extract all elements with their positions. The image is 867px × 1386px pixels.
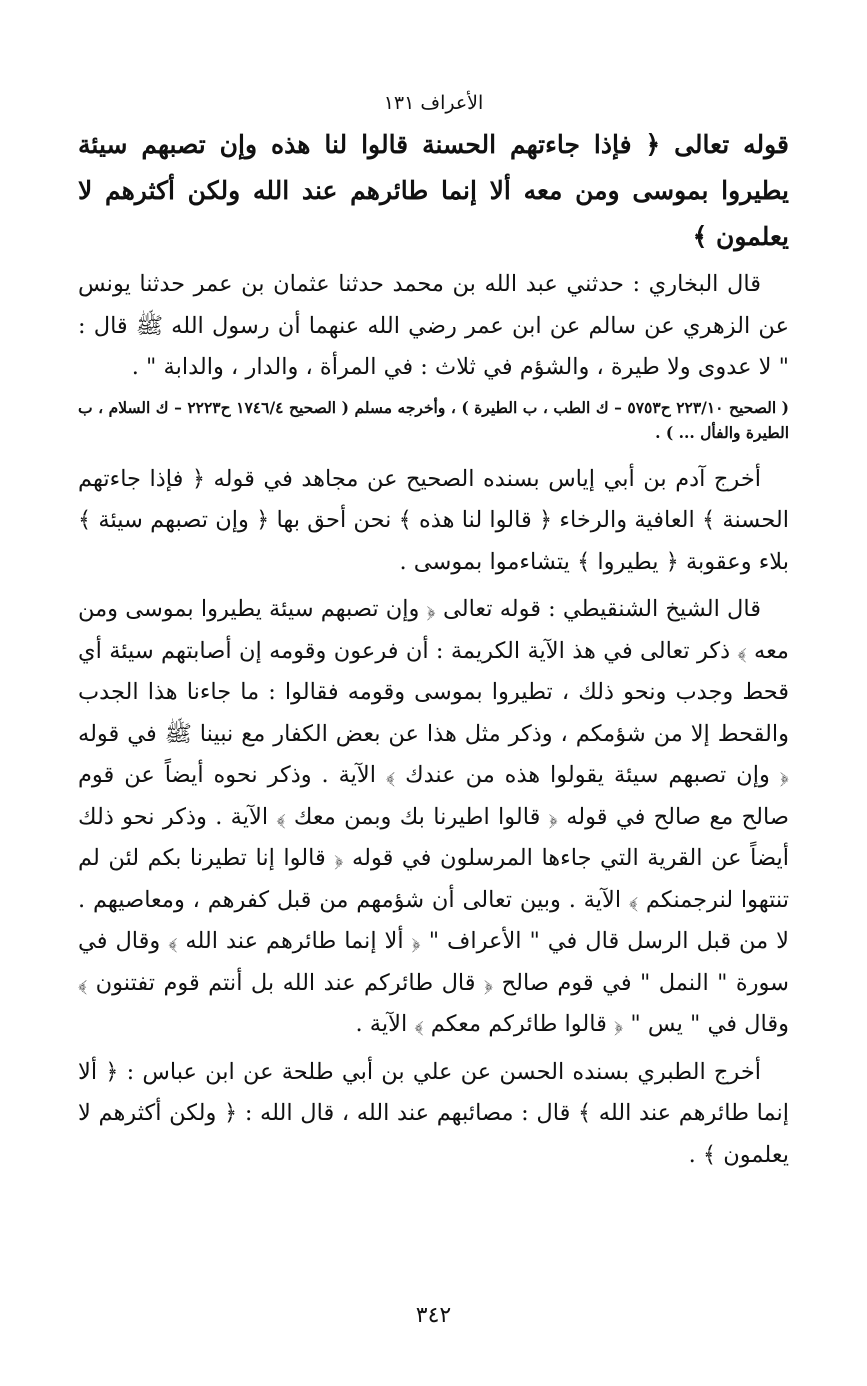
verse-heading: قوله تعالى ﴿ فإذا جاءتهم الحسنة قالوا لنا هذه وإن تصبهم سيئة يطيروا بموسى ومن معه ألا إنما طائرهم عند الله ولكن أكثرهم لا يعلمون ﴾ (78, 130, 789, 251)
hadith-reference: ( الصحيح ٢٢٣/١٠ ح٥٧٥٣ – ك الطب ، ب الطيرة ) ، وأخرجه مسلم ( الصحيح ١٧٤٦/٤ ح٢٢٢٣ – ك السلام ، ب الطيرة والفأل ... ) . (78, 397, 789, 442)
shanqiti-commentary: قال الشيخ الشنقيطي : قوله تعالى ﴿ وإن تصبهم سيئة يطيروا بموسى ومن معه ﴾ ذكر تعالى في هذ الآية الكريمة : أن فرعون وقومه إن أصابتهم سيئة أي قحط وجدب ونحو ذلك ، تطيروا بموسى وقومه فقالوا : ما جاءنا هذا الجدب والقحط إلا من شؤمكم ، وذكر مثل هذا عن بعض الكفار مع نبينا ﷺ في قوله ﴿ وإن تصبهم سيئة يقولوا هذه من عندك ﴾ الآية . وذكر نحوه أيضاً عن قوم صالح مع صالح في قوله ﴿ قالوا اطيرنا بك وبمن معك ﴾ الآية . وذكر نحو ذلك أيضاً عن القرية التي جاءها المرسلون في قوله ﴿ قالوا إنا تطيرنا بكم لئن لم تنتهوا لنرجمنكم ﴾ الآية . وبين تعالى أن شؤمهم من قبل كفرهم ، ومعاصيهم . لا من قبل الرسل قال في " الأعراف " ﴿ ألا إنما طائرهم عند الله ﴾ وقال في سورة " النمل " في قوم صالح ﴿ قال طائركم عند الله بل أنتم قوم تفتنون ﴾ وقال في " يس " ﴿ قالوا طائركم معكم ﴾ الآية . (78, 596, 789, 1037)
tabari-narration: أخرج الطبري بسنده الحسن عن علي بن أبي طلحة عن ابن عباس : ﴿ ألا إنما طائرهم عند الله ﴾ قال : مصائبهم عند الله ، قال الله : ﴿ ولكن أكثرهم لا يعلمون ﴾ . (78, 1058, 789, 1168)
adam-narration: أخرج آدم بن أبي إياس بسنده الصحيح عن مجاهد في قوله ﴿ فإذا جاءتهم الحسنة ﴾ العافية والرخاء ﴿ قالوا لنا هذه ﴾ نحن أحق بها ﴿ وإن تصبهم سيئة ﴾ بلاء وعقوبة ﴿ يطيروا ﴾ يتشاءموا بموسى . (78, 465, 789, 575)
running-header: الأعراف ١٣١ (383, 92, 484, 114)
bukhari-hadith: قال البخاري : حدثني عبد الله بن محمد حدثنا عثمان بن عمر حدثنا يونس عن الزهري عن سالم عن ابن عمر رضي الله عنهما أن رسول الله ﷺ قال : " لا عدوى ولا طيرة ، والشؤم في ثلاث : في المرأة ، والدار ، والدابة " . (78, 271, 789, 380)
page-number: ٣٤٢ (415, 1303, 452, 1328)
